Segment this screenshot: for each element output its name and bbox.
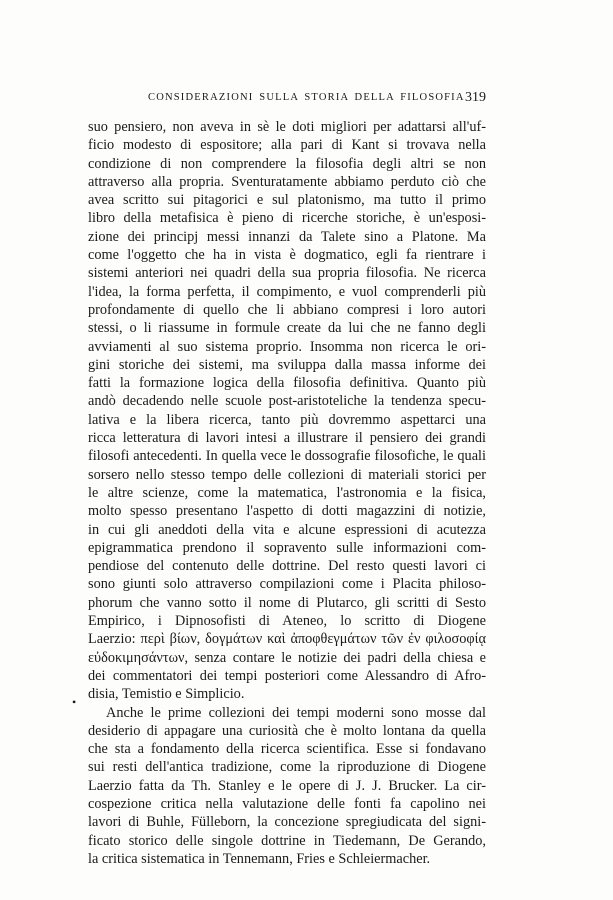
text-line: condizione di non comprendere la filosofia degli altri se non	[88, 155, 486, 172]
text-line: suo pensiero, non aveva in sè le doti migliori per adattarsi all'uf-	[88, 119, 486, 135]
paragraph-1	[88, 118, 486, 704]
text-line: l'idea, la forma perfetta, il compimento, e vuol comprenderli più	[88, 283, 486, 300]
text-line: Empirico, i Dipnosofisti di Ateneo, lo scritto di Diogene	[88, 613, 486, 630]
text-line: cospezione critica nella valutazione delle fonti fa capolino nei	[88, 795, 486, 812]
text-line: fatti la formazione logica della filosofia definitiva. Quanto più	[88, 375, 486, 392]
text-line: profondamente di quello che li abbiano compresi i loro autori	[88, 301, 486, 318]
text-line: libro della metafisica è pieno di ricerche storiche, è un'esposi-	[88, 210, 486, 227]
margin-mark: •	[72, 695, 77, 709]
text-line: Anche le prime collezioni dei tempi moderni sono mosse dal	[106, 704, 486, 721]
body-text	[88, 118, 486, 868]
text-line: le altre scienze, come la matematica, l'astronomia e la fisica,	[88, 484, 486, 501]
text-line: che sta a fondamento della ricerca scientifica. Esse si fondavano	[88, 741, 486, 758]
running-title: CONSIDERAZIONI SULLA STORIA DELLA FILOSOFIA	[148, 92, 465, 103]
text-line: sistemi anteriori nei quadri della sua propria filosofia. Ne ricerca	[88, 265, 486, 282]
text-line: filosofi antecedenti. In quella vece le dossografie filosofiche, le quali	[88, 448, 486, 465]
paragraph-2	[88, 704, 486, 869]
text-line: in cui gli aneddoti della vita e alcune espressioni di acutezza	[88, 521, 486, 538]
text-line: ficio modesto di espositore; alla pari di Kant si trovava nella	[88, 137, 486, 154]
text-line: phorum che vanno sotto il nome di Plutarco, gli scritti di Sesto	[88, 594, 486, 611]
text-line: sui resti dell'antica tradizione, come la riproduzione di Diogene	[88, 759, 486, 776]
text-line: attraverso alla propria. Sventuratamente abbiamo perduto ciò che	[88, 173, 486, 190]
text-line: come l'oggetto che ha in vista è dogmatico, egli fa rientrare i	[88, 247, 486, 264]
text-line: dei commentatori dei tempi posteriori come Alessandro di Afro-	[88, 667, 486, 684]
text-line: ricca letteratura di lavori intesi a illustrare il pensiero dei grandi	[88, 430, 486, 447]
text-line: la critica sistematica in Tennemann, Fries e Schleiermacher.	[88, 850, 431, 867]
text-line: sono giunti solo attraverso compilazioni come i Placita philoso-	[88, 576, 486, 593]
text-line: desiderio di appagare una curiosità che è molto lontana da quella	[88, 722, 486, 739]
text-line: disia, Temistio e Simplicio.	[88, 686, 245, 703]
text-line: gini storiche dei sistemi, ma sviluppa dalla massa informe dei	[88, 356, 486, 373]
text-line: stessi, o li riassume in formule create da lui che ne fanno degli	[88, 320, 486, 337]
text-line: andò decadendo nelle scuole post-aristoteliche la tendenza specu-	[88, 393, 486, 410]
text-line: lavori di Buhle, Fülleborn, la concezione spregiudicata del signi-	[88, 814, 486, 831]
running-head	[88, 92, 486, 110]
text-line: Laerzio: περὶ βίων, δογμάτων καὶ ἀποφθεγμάτων τῶν ἐν φιλοσοφίᾳ	[88, 631, 486, 648]
text-line: lativa e la libera ricerca, tanto più dovremmo aspettarci una	[88, 411, 486, 428]
text-line: εὐδοκιμησάντων, senza contare le notizie dei padri della chiesa e	[88, 649, 486, 666]
text-line: molto spesso presentano l'aspetto di dotti magazzini di notizie,	[88, 503, 486, 520]
text-line: avviamenti al suo sistema proprio. Insomma non ricerca le ori-	[88, 338, 486, 355]
text-line: ficato storico delle singole dottrine in Tiedemann, De Gerando,	[88, 832, 486, 849]
text-line: pendiose del contenuto delle dottrine. Del resto questi lavori ci	[88, 558, 486, 575]
page-number: 319	[465, 90, 486, 105]
text-line: avea scritto sui pitagorici e sul platonismo, ma tutto il primo	[88, 192, 486, 209]
text-line: sorsero nello stesso tempo delle collezioni di materiali storici per	[88, 466, 486, 483]
text-line: zione dei principj messi innanzi da Talete sino a Platone. Ma	[88, 228, 486, 245]
text-line: Laerzio fatta da Th. Stanley e le opere di J. J. Brucker. La cir-	[88, 777, 486, 794]
text-line: epigrammatica prendono il sopravento sulle informazioni com-	[88, 539, 486, 556]
